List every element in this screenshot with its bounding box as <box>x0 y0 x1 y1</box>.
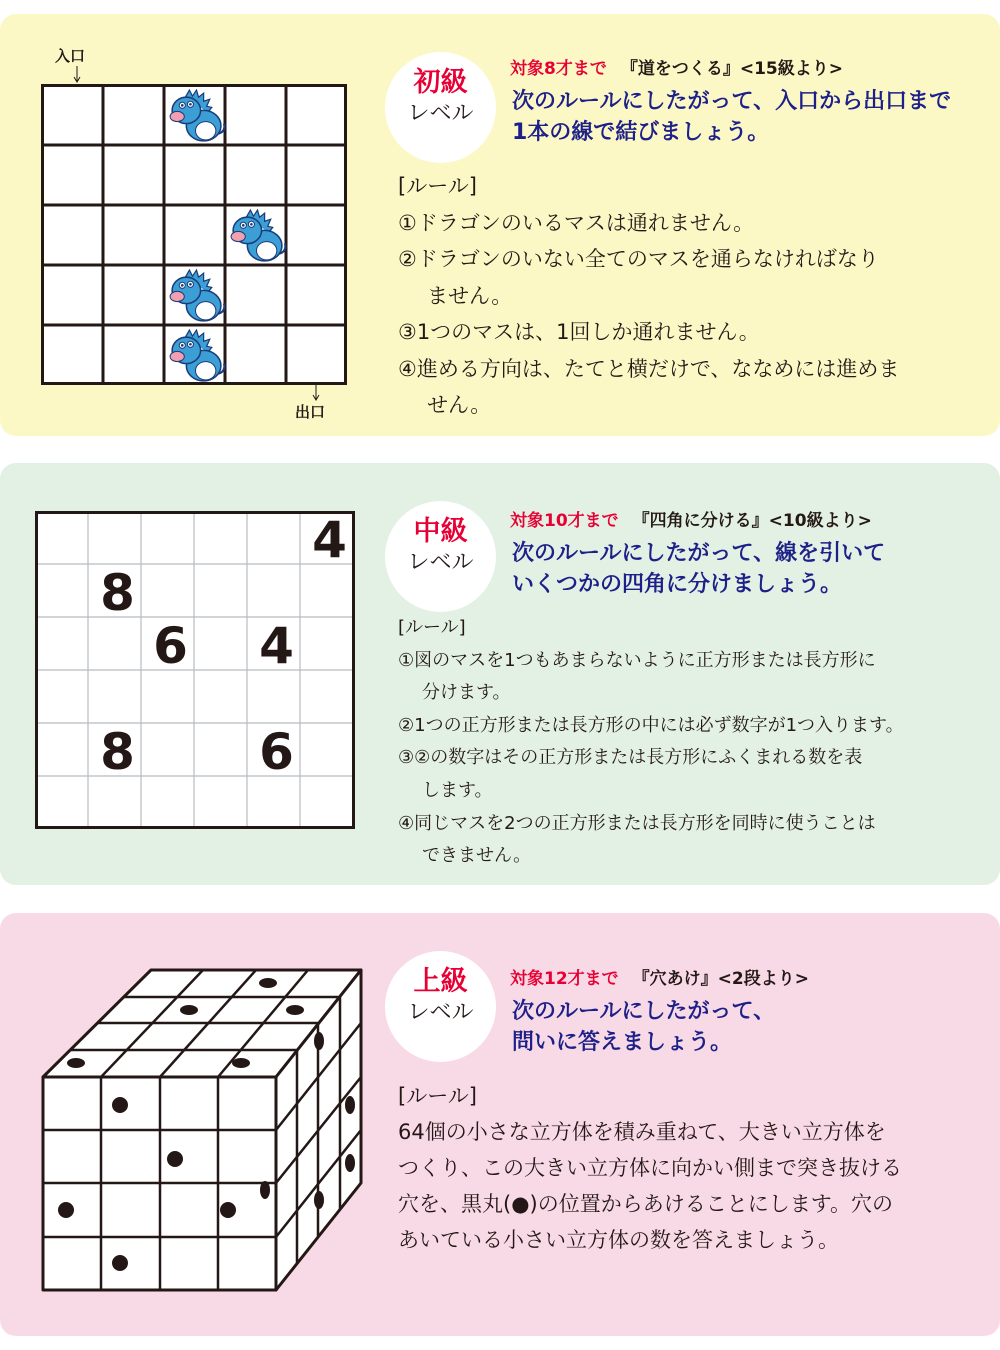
instruction-line: 次のルールにしたがって、入口から出口まで <box>512 89 952 114</box>
rule-line: ③②の数字はその正方形または長方形にふくまれる数を表 <box>398 747 863 769</box>
rule-line: ません。 <box>427 283 513 308</box>
instruction-line: 次のルールにしたがって、線を引いて <box>512 541 886 566</box>
level-badge-beginner <box>385 52 496 163</box>
puzzle-title: 『四角に分ける』<10級より> <box>632 511 872 531</box>
level-title: 中級 <box>413 516 468 547</box>
rules-block <box>398 1078 902 1258</box>
rule-line: します。 <box>422 779 493 801</box>
grid-number: 8 <box>100 564 135 622</box>
instruction <box>512 86 951 148</box>
level-title: 上級 <box>413 966 468 997</box>
grid-number: 4 <box>312 511 347 569</box>
rule-line: できません。 <box>422 845 532 867</box>
dragon-icon <box>226 206 287 267</box>
puzzle-title: 『道をつくる』<15級より> <box>620 59 843 79</box>
target-age: 対象8才まで <box>510 59 607 79</box>
grid-number: 6 <box>259 723 294 781</box>
entrance-arrow-icon <box>72 66 82 84</box>
target-age: 対象12才まで <box>510 969 619 989</box>
level-subtitle: レベル <box>407 1000 474 1025</box>
target-age: 対象10才まで <box>510 511 619 531</box>
instruction <box>512 996 775 1058</box>
rule-line: 64個の小さな立方体を積み重ねて、大きい立方体を <box>398 1120 886 1144</box>
entrance-label: 入口 <box>55 47 86 65</box>
exit-label: 出口 <box>295 403 326 421</box>
rule-line: 分けます。 <box>422 682 511 704</box>
rule-line: つくり、この大きい立方体に向かい側まで突き抜ける <box>398 1156 902 1180</box>
dragon-icon <box>165 266 226 327</box>
puzzle-title: 『穴あけ』<2段より> <box>632 969 809 989</box>
level-badge-advanced <box>385 951 496 1062</box>
grid-number: 8 <box>100 723 135 781</box>
rule-line: ①図のマスを1つもあまらないように正方形または長方形に <box>398 649 876 671</box>
grid-number: 6 <box>153 617 188 675</box>
level-title: 初級 <box>413 67 468 98</box>
rule-line: ①ドラゴンのいるマスは通れません。 <box>398 210 755 235</box>
rule-line: ③1つのマスは、1回しか通れません。 <box>398 320 760 344</box>
dragon-icon <box>165 86 226 147</box>
cube-figure[interactable] <box>36 965 366 1295</box>
rule-line: ④同じマスを2つの正方形または長方形を同時に使うことは <box>398 812 876 834</box>
rule-line: せん。 <box>427 393 492 417</box>
rule-line: ②1つの正方形または長方形の中には必ず数字が1つ入ります。 <box>398 714 904 736</box>
rules-header: [ルール] <box>398 617 466 638</box>
rule-line: 穴を、黒丸(●)の位置からあけることにします。穴の <box>398 1192 894 1216</box>
rules-header: [ルール] <box>398 1084 477 1108</box>
rule-line: ②ドラゴンのいない全てのマスを通らなければなり <box>398 247 879 271</box>
rule-line: ④進める方向は、たてと横だけで、ななめには進めま <box>398 356 900 381</box>
rules-block <box>398 612 904 873</box>
instruction-line: いくつかの四角に分けましょう。 <box>512 572 843 597</box>
target-line <box>510 964 809 989</box>
instruction-line: 問いに答えましょう。 <box>512 1030 733 1055</box>
level-subtitle: レベル <box>407 550 474 575</box>
exit-arrow-icon <box>311 384 321 402</box>
target-line <box>510 54 843 79</box>
level-badge-intermediate <box>385 501 496 612</box>
rectangle-puzzle-grid[interactable] <box>35 511 355 829</box>
instruction <box>512 538 885 600</box>
target-line <box>510 506 872 531</box>
rules-header: [ルール] <box>398 174 477 198</box>
dragon-icon <box>165 326 226 387</box>
rule-line: あいている小さい立方体の数を答えましょう。 <box>398 1228 839 1252</box>
level-subtitle: レベル <box>407 101 474 126</box>
grid-number: 4 <box>259 617 294 675</box>
path-puzzle-grid[interactable] <box>41 84 347 385</box>
instruction-line: 次のルールにしたがって、 <box>512 999 776 1024</box>
instruction-line: 1本の線で結びましょう。 <box>512 120 770 145</box>
rules-block <box>398 168 899 424</box>
